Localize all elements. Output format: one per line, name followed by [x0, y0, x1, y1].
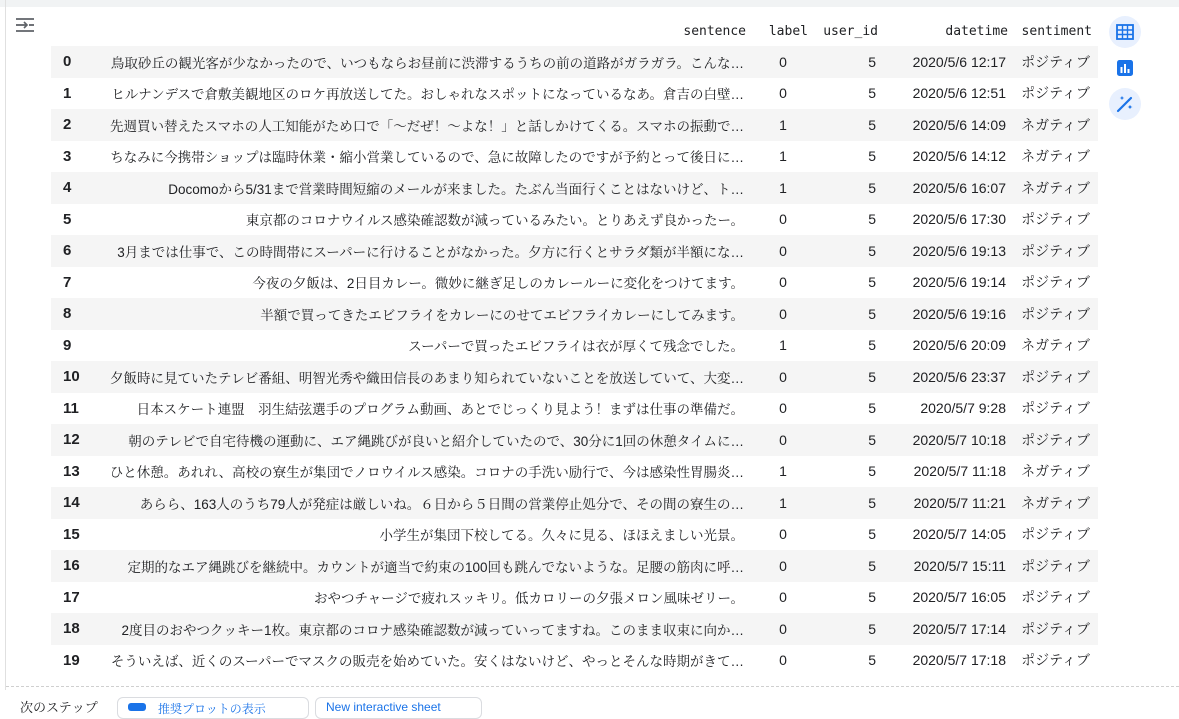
sentence-cell: あらら、163人のうち79人が発症は厳しいね。６日から５日間の営業停止処分で、その間の寮生の…: [139, 496, 744, 512]
row-index: 6: [63, 242, 72, 260]
row-index: 16: [63, 557, 80, 575]
sentiment-cell: ポジティブ: [1021, 242, 1090, 259]
sentiment-cell: ポジティブ: [1021, 431, 1090, 448]
row-index: 17: [63, 588, 80, 606]
sentiment-cell: ポジティブ: [1021, 652, 1090, 669]
label-cell: 1: [779, 148, 787, 165]
user-id-cell: 5: [868, 53, 876, 70]
label-cell: 1: [779, 494, 787, 511]
sentence-cell: 先週買い替えたスマホの人工知能がため口で「〜だぜ！〜よな！」と話しかけてくる。スマホの振動で…: [110, 118, 744, 134]
header-label: label: [768, 23, 808, 39]
sentiment-cell: ポジティブ: [1021, 589, 1090, 606]
label-cell: 0: [779, 431, 787, 448]
sentence-cell: Docomoから5/31まで営業時間短縮のメールが来ました。たぶん当面行くことはないけど、ト…: [168, 181, 744, 197]
user-id-cell: 5: [868, 431, 876, 448]
sentence-cell: 半額で買ってきたエビフライをカレーにのせてエビフライカレーにしてみます。: [260, 307, 744, 323]
user-id-cell: 5: [868, 337, 876, 354]
row-index: 8: [63, 305, 72, 323]
row-index: 4: [63, 179, 72, 197]
convert-to-table-button[interactable]: [1109, 16, 1141, 48]
row-index: 12: [63, 431, 80, 449]
row-index: 11: [63, 399, 79, 417]
chart-chip-icon: [128, 703, 146, 711]
datetime-cell: 2020/5/6 12:17: [912, 53, 1006, 70]
sentence-cell: ヒルナンデスで倉敷美観地区のロケ再放送してた。おしゃれなスポットになっているなあ。倉吉の白壁…: [111, 87, 744, 103]
label-cell: 0: [779, 242, 787, 259]
user-id-cell: 5: [868, 242, 876, 259]
header-index: [51, 16, 85, 46]
magic-wand-icon: [1114, 93, 1136, 115]
user-id-cell: 5: [868, 211, 876, 228]
label-cell: 0: [779, 652, 787, 669]
table-row: [51, 330, 1098, 362]
table-row: [51, 172, 1098, 204]
sentence-cell: スーパーで買ったエビフライは衣が厚くて残念でした。: [408, 339, 744, 355]
user-id-cell: 5: [868, 589, 876, 606]
table-row: [51, 235, 1098, 267]
bar-chart-icon: [1115, 58, 1135, 78]
label-cell: 0: [779, 85, 787, 102]
table-row: [51, 78, 1098, 110]
row-index: 3: [63, 147, 72, 165]
user-id-cell: 5: [868, 652, 876, 669]
user-id-cell: 5: [868, 463, 876, 480]
user-id-cell: 5: [868, 557, 876, 574]
sentence-cell: 小学生が集団下校してる。久々に見る、ほほえましい光景。: [379, 528, 744, 544]
sentiment-cell: ネガティブ: [1021, 337, 1090, 354]
datetime-cell: 2020/5/6 19:14: [912, 274, 1006, 291]
header-sentiment: sentiment: [1021, 23, 1092, 39]
output-footer-separator: [6, 686, 1179, 687]
sentiment-cell: ポジティブ: [1021, 368, 1090, 385]
sentiment-cell: ポジティブ: [1021, 274, 1090, 291]
table-row: [51, 550, 1098, 582]
datetime-cell: 2020/5/6 19:16: [912, 305, 1006, 322]
user-id-cell: 5: [868, 400, 876, 417]
new-interactive-sheet-chip[interactable]: [315, 697, 482, 719]
row-index: 15: [63, 525, 80, 543]
sentence-cell: そういえば、近くのスーパーでマスクの販売を始めていた。安くはないけど、やっとそんな時期がきて…: [110, 654, 744, 670]
sentiment-cell: ポジティブ: [1021, 620, 1090, 637]
datetime-cell: 2020/5/6 14:09: [912, 116, 1006, 133]
header-sentence: sentence: [683, 23, 746, 39]
table-header: [51, 16, 1098, 46]
generate-code-button[interactable]: [1109, 88, 1141, 120]
collapse-output-button[interactable]: [12, 13, 38, 37]
label-cell: 0: [779, 589, 787, 606]
table-row: [51, 613, 1098, 645]
user-id-cell: 5: [868, 305, 876, 322]
recommended-plots-chip-label: 推奨プロットの表示: [158, 702, 266, 716]
user-id-cell: 5: [868, 368, 876, 385]
dataframe-table-container: [51, 16, 1098, 676]
datetime-cell: 2020/5/6 16:07: [912, 179, 1006, 196]
user-id-cell: 5: [868, 494, 876, 511]
dataframe-tools: [1109, 16, 1143, 124]
datetime-cell: 2020/5/6 14:12: [912, 148, 1006, 165]
label-cell: 0: [779, 526, 787, 543]
row-index: 10: [63, 368, 80, 386]
row-index: 13: [63, 462, 80, 480]
sentiment-cell: ポジティブ: [1021, 53, 1090, 70]
datetime-cell: 2020/5/7 9:28: [920, 400, 1006, 417]
datetime-cell: 2020/5/6 12:51: [912, 85, 1006, 102]
table-row: [51, 141, 1098, 173]
recommended-plots-chip[interactable]: [117, 697, 309, 719]
sentence-cell: 鳥取砂丘の観光客が少なかったので、いつもならお昼前に渋滞するうちの前の道路がガラガラ。こんな…: [110, 55, 744, 71]
table-row: [51, 109, 1098, 141]
sentence-cell: 今夜の夕飯は、2日目カレー。微妙に継ぎ足しのカレールーに変化をつけてます。: [252, 276, 744, 292]
table-row: [51, 456, 1098, 488]
header-user-id: user_id: [823, 23, 878, 39]
datetime-cell: 2020/5/7 15:11: [913, 557, 1006, 574]
sentiment-cell: ネガティブ: [1021, 494, 1090, 511]
sentence-cell: ひと休憩。あれれ、高校の寮生が集団でノロウイルス感染。コロナの手洗い励行で、今は感染性胃腸炎…: [109, 465, 744, 481]
sentiment-cell: ポジティブ: [1021, 557, 1090, 574]
new-interactive-sheet-chip-label: New interactive sheet: [326, 700, 441, 714]
table-row: [51, 645, 1098, 677]
sentence-cell: 朝のテレビで自宅待機の運動に、エア縄跳びが良いと紹介していたので、30分に1回の休憩タイムに…: [128, 433, 744, 449]
label-cell: 1: [779, 463, 787, 480]
row-index: 1: [63, 84, 72, 102]
sentiment-cell: ネガティブ: [1021, 116, 1090, 133]
sentiment-cell: ポジティブ: [1021, 526, 1090, 543]
row-index: 19: [63, 651, 80, 669]
datetime-cell: 2020/5/7 17:14: [912, 620, 1006, 637]
datetime-cell: 2020/5/7 16:05: [912, 589, 1006, 606]
label-cell: 1: [779, 179, 787, 196]
row-index: 18: [63, 620, 80, 638]
label-cell: 0: [779, 400, 787, 417]
sentence-cell: 3月までは仕事で、この時間帯にスーパーに行けることがなかった。夕方に行くとサラダ類が半額にな…: [117, 244, 744, 260]
datetime-cell: 2020/5/7 14:05: [912, 526, 1006, 543]
sentiment-cell: ポジティブ: [1021, 85, 1090, 102]
sentiment-cell: ポジティブ: [1021, 305, 1090, 322]
sentence-cell: 夕飯時に見ていたテレビ番組、明智光秀や織田信長のあまり知られていないことを放送していて、大変…: [110, 370, 744, 386]
user-id-cell: 5: [868, 148, 876, 165]
label-cell: 0: [779, 211, 787, 228]
collapse-output-icon: [14, 16, 36, 34]
user-id-cell: 5: [868, 179, 876, 196]
datetime-cell: 2020/5/7 17:18: [912, 652, 1006, 669]
row-index: 0: [63, 53, 72, 71]
row-index: 5: [63, 210, 72, 228]
user-id-cell: 5: [868, 274, 876, 291]
sentence-cell: 東京都のコロナウイルス感染確認数が減っているみたい。とりあえず良かったー。: [245, 213, 744, 229]
datetime-cell: 2020/5/7 10:18: [912, 431, 1006, 448]
next-steps-label: 次のステップ: [20, 700, 98, 715]
label-cell: 0: [779, 368, 787, 385]
table-row: [51, 487, 1098, 519]
row-index: 7: [63, 273, 72, 291]
header-row: [51, 16, 1098, 46]
datetime-cell: 2020/5/6 17:30: [912, 211, 1006, 228]
table-row: [51, 46, 1098, 78]
datetime-cell: 2020/5/6 20:09: [912, 337, 1006, 354]
datetime-cell: 2020/5/7 11:21: [913, 494, 1006, 511]
output-left-border: [5, 0, 6, 690]
user-id-cell: 5: [868, 526, 876, 543]
label-cell: 0: [779, 620, 787, 637]
sentiment-cell: ネガティブ: [1021, 148, 1090, 165]
table-icon: [1115, 22, 1135, 42]
table-row: [51, 267, 1098, 299]
sentiment-cell: ポジティブ: [1021, 211, 1090, 228]
sentiment-cell: ネガティブ: [1021, 179, 1090, 196]
sentence-cell: 2度目のおやつクッキー1枚。東京都のコロナ感染確認数が減っていってますね。このまま収束に向か…: [121, 622, 744, 638]
row-index: 9: [63, 336, 72, 354]
sentiment-cell: ネガティブ: [1021, 463, 1090, 480]
label-cell: 0: [779, 305, 787, 322]
label-cell: 1: [779, 337, 787, 354]
row-index: 14: [63, 494, 80, 512]
sentence-cell: 定期的なエア縄跳びを継続中。カウントが適当で約束の100回も跳んでないような。足腰の筋肉に呼…: [127, 559, 744, 575]
table-body: [51, 46, 1098, 676]
table-row: [51, 424, 1098, 456]
sentence-cell: ちなみに今携帯ショップは臨時休業・縮小営業しているので、急に故障したのですが予約とって後日に…: [110, 150, 744, 166]
datetime-cell: 2020/5/6 19:13: [912, 242, 1006, 259]
label-cell: 0: [779, 274, 787, 291]
suggest-charts-button[interactable]: [1109, 52, 1141, 84]
user-id-cell: 5: [868, 116, 876, 133]
label-cell: 1: [779, 116, 787, 133]
dataframe-table: [51, 16, 1098, 676]
top-strip: [0, 0, 1179, 7]
table-row: [51, 361, 1098, 393]
datetime-cell: 2020/5/6 23:37: [912, 368, 1006, 385]
datetime-cell: 2020/5/7 11:18: [913, 463, 1006, 480]
sentence-cell: 日本スケート連盟 羽生結弦選手のプログラム動画、あとでじっくり見よう！まずは仕事の準備だ。: [136, 402, 744, 418]
table-row: [51, 519, 1098, 551]
label-cell: 0: [779, 53, 787, 70]
user-id-cell: 5: [868, 620, 876, 637]
label-cell: 0: [779, 557, 787, 574]
header-datetime: datetime: [945, 23, 1008, 39]
sentiment-cell: ポジティブ: [1021, 400, 1090, 417]
table-row: [51, 204, 1098, 236]
table-row: [51, 582, 1098, 614]
table-row: [51, 298, 1098, 330]
table-row: [51, 393, 1098, 425]
sentence-cell: おやつチャージで疲れスッキリ。低カロリーの夕張メロン風味ゼリー。: [314, 591, 744, 607]
user-id-cell: 5: [868, 85, 876, 102]
row-index: 2: [63, 116, 72, 134]
